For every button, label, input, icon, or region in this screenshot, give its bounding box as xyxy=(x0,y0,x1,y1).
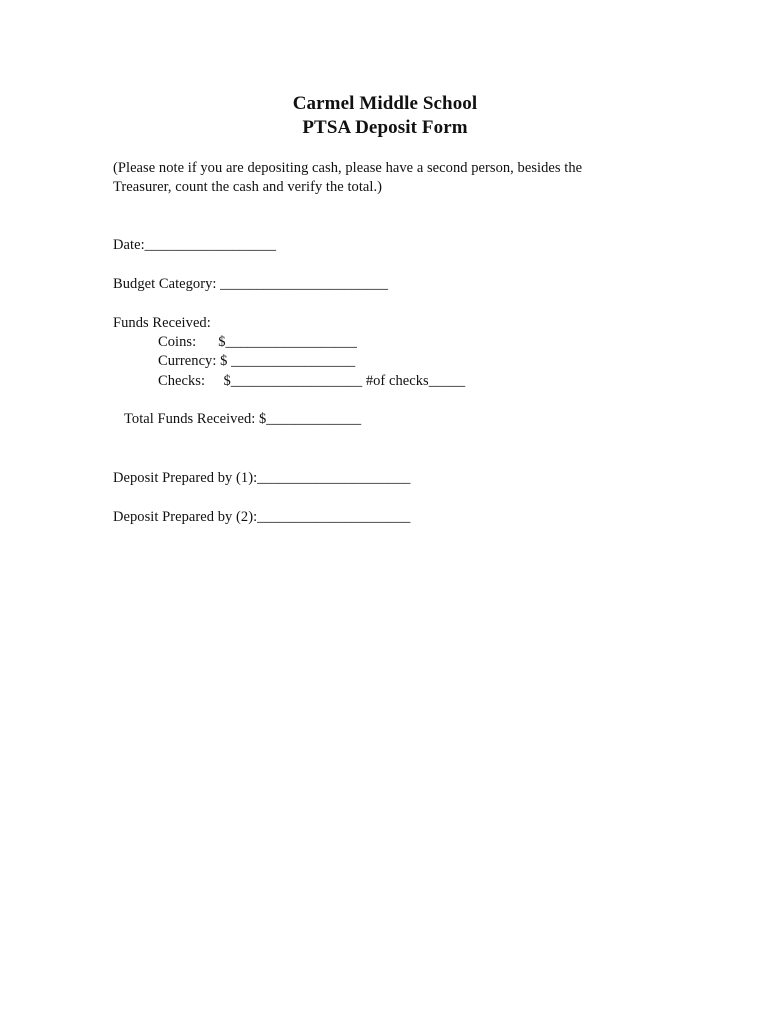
note-text-line-1: (Please note if you are depositing cash, please have a second person, besides the xyxy=(113,160,583,176)
deposit-prepared-by-1-field[interactable]: Deposit Prepared by (1):_____________________ xyxy=(113,470,411,486)
budget-category-field[interactable]: Budget Category: _______________________ xyxy=(113,276,389,292)
school-name-heading: Carmel Middle School xyxy=(292,93,478,114)
deposit-prepared-by-2-field[interactable]: Deposit Prepared by (2):_____________________ xyxy=(113,509,411,525)
total-funds-received-field[interactable]: Total Funds Received: $_____________ xyxy=(124,411,362,427)
note-text-line-2: Treasurer, count the cash and verify the total.) xyxy=(113,179,383,195)
coins-field[interactable]: Coins: $__________________ xyxy=(158,334,357,350)
date-field[interactable]: Date:__________________ xyxy=(113,237,277,253)
form-title-heading: PTSA Deposit Form xyxy=(302,117,468,138)
funds-received-label: Funds Received: xyxy=(113,315,211,331)
checks-field[interactable]: Checks: $__________________ #of checks_____ xyxy=(158,373,466,389)
currency-field[interactable]: Currency: $ _________________ xyxy=(158,353,356,369)
